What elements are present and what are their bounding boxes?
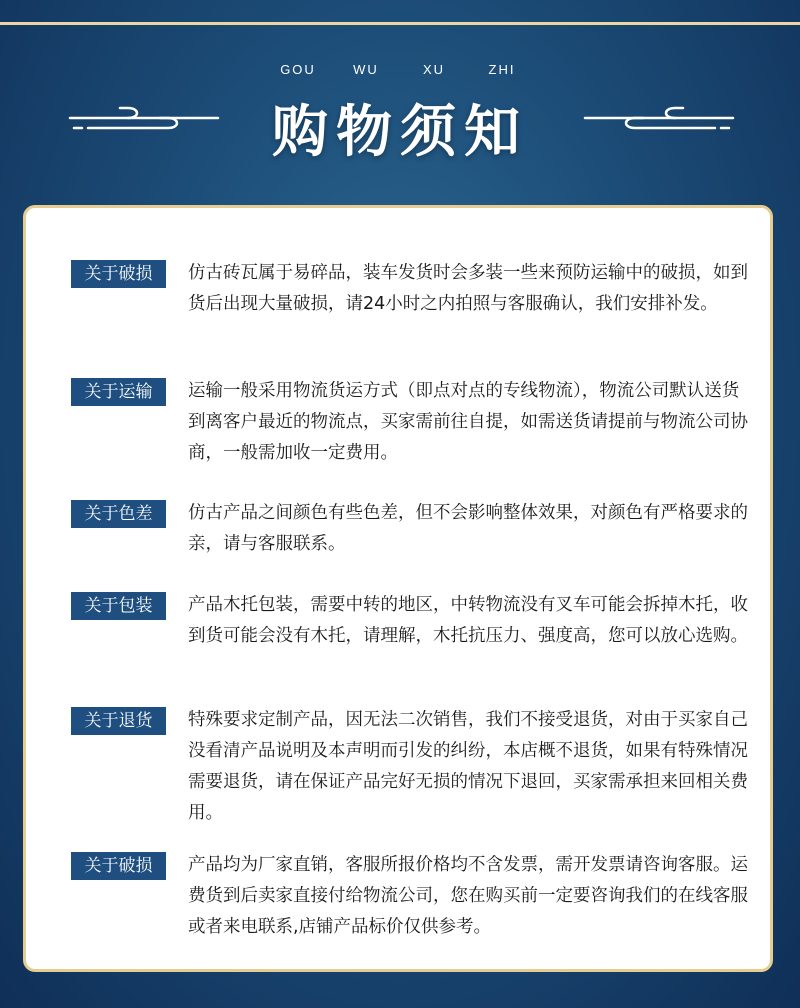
pinyin-xu: XU xyxy=(422,62,446,77)
notice-tag: 关于退货 xyxy=(71,707,166,735)
notice-tag: 关于破损 xyxy=(71,260,166,288)
page-title: 购物须知 xyxy=(272,100,528,165)
notice-text: 运输一般采用物流货运方式（即点对点的专线物流），物流公司默认送货到离客户最近的物流点，买家需前往自提，如需送货请提前与物流公司协商，一般需加收一定费用。 xyxy=(188,381,748,463)
pinyin-wu: WU xyxy=(353,62,379,77)
notice-tag: 关于破损 xyxy=(71,852,166,880)
notice-text: 仿古产品之间颜色有些色差，但不会影响整体效果，对颜色有严格要求的亲，请与客服联系。 xyxy=(188,503,748,554)
pinyin-gou: GOU xyxy=(280,62,316,77)
cloud-ornament-right-icon xyxy=(580,100,735,140)
pinyin-row xyxy=(0,62,800,77)
top-gold-line xyxy=(0,22,800,25)
notice-tag: 关于运输 xyxy=(71,378,166,406)
notice-text: 产品木托包装，需要中转的地区，中转物流没有叉车可能会拆掉木托，收到货可能会没有木托，请理解，木托抗压力、强度高，您可以放心选购。 xyxy=(188,595,748,646)
notice-text: 产品均为厂家直销，客服所报价格均不含发票，需开发票请咨询客服。运费货到后卖家直接付给物流公司，您在购买前一定要咨询我们的在线客服或者来电联系,店铺产品标价仅供参考。 xyxy=(188,855,748,937)
notice-tag: 关于色差 xyxy=(71,500,166,528)
notice-text: 仿古砖瓦属于易碎品，装车发货时会多装一些来预防运输中的破损，如到货后出现大量破损，请24小时之内拍照与客服确认，我们安排补发。 xyxy=(188,263,748,314)
notice-text: 特殊要求定制产品，因无法二次销售，我们不接受退货，对由于买家自己没看清产品说明及本声明而引发的纠纷，本店概不退货，如果有特殊情况需要退货，请在保证产品完好无损的情况下退回，买家需承担来回相关费用。 xyxy=(188,710,748,823)
notice-panel xyxy=(23,205,773,972)
pinyin-zhi: ZHI xyxy=(488,62,516,77)
notice-tag: 关于包装 xyxy=(71,592,166,620)
